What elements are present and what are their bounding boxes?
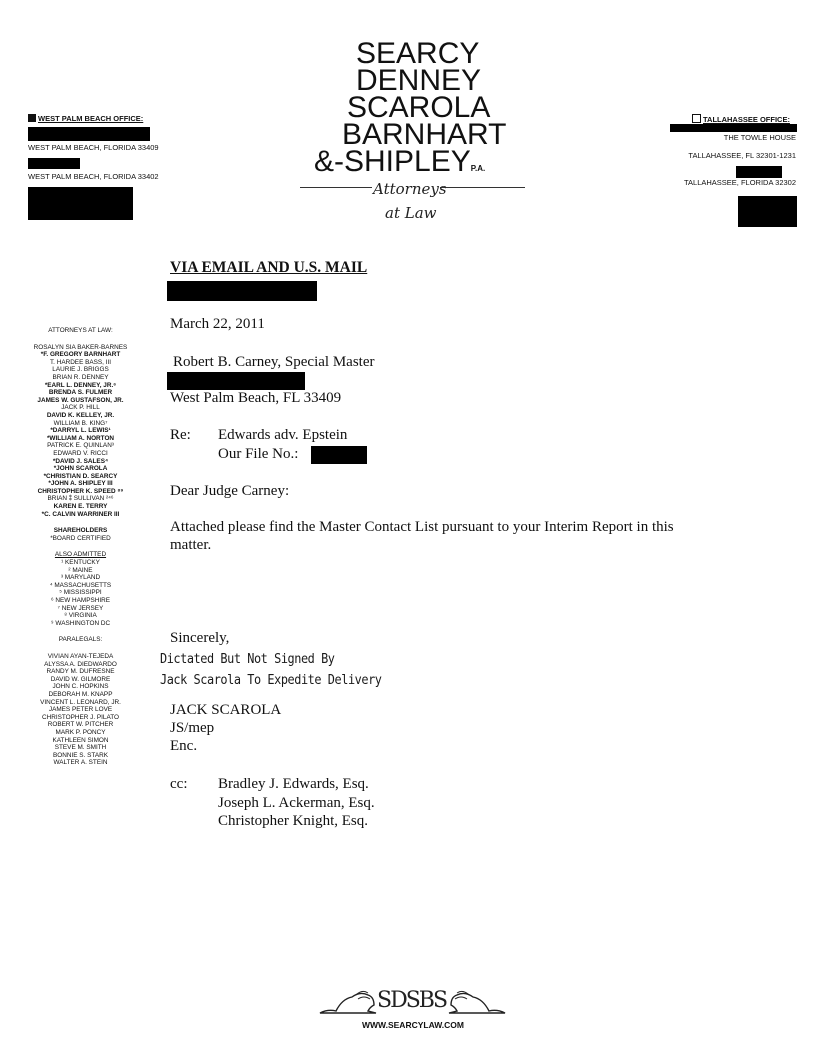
redaction-block bbox=[28, 158, 80, 169]
lion-right-icon bbox=[447, 985, 507, 1017]
attorney-name: *F. GREGORY BARNHART bbox=[40, 351, 121, 359]
attorney-name: *CHRISTIAN D. SEARCY bbox=[43, 472, 118, 480]
attorney-name: CHRISTOPHER K. SPEED ⁸⁹ bbox=[37, 487, 124, 495]
paralegal-name: VINCENT L. LEONARD, JR. bbox=[40, 698, 121, 706]
logo-rule-left bbox=[300, 187, 372, 188]
right-office-line1: THE TOWLE HOUSE bbox=[723, 133, 796, 142]
firm-monogram: SDSBS bbox=[377, 988, 447, 1013]
delivery-method: VIA EMAIL AND U.S. MAIL bbox=[170, 259, 368, 276]
attorney-sidebar bbox=[18, 327, 143, 767]
paralegal-name: MARK P. PONCY bbox=[55, 728, 106, 736]
attorney-name: *EARL L. DENNEY, JR.⁶ bbox=[44, 381, 117, 389]
paralegal-name: KATHLEEN SIMON bbox=[52, 736, 109, 744]
body-line-1: Attached please find the Master Contact List pursuant to your Interim Report in this bbox=[170, 519, 674, 535]
logo-line-searcy: SEARCY bbox=[356, 37, 480, 70]
redaction-block bbox=[28, 187, 133, 220]
enclosure: Enc. bbox=[170, 738, 198, 754]
letter-date: March 22, 2011 bbox=[170, 316, 265, 332]
attorney-name: BRENDA S. FULMER bbox=[48, 389, 113, 397]
logo-pa: P.A. bbox=[470, 164, 486, 173]
closing: Sincerely, bbox=[170, 630, 230, 646]
left-office-line2: WEST PALM BEACH, FLORIDA 33402 bbox=[28, 172, 159, 181]
checked-box-icon bbox=[28, 114, 36, 122]
redaction-block bbox=[738, 196, 797, 227]
logo-script-attorneys: Attorneys bbox=[373, 180, 447, 198]
attorney-name: *WILLIAM A. NORTON bbox=[46, 434, 115, 442]
admitted-state: ¹ KENTUCKY bbox=[61, 559, 100, 567]
redaction-block bbox=[167, 372, 305, 390]
logo-line-denney: DENNEY bbox=[356, 64, 482, 97]
admitted-state: ⁴ MASSACHUSETTS bbox=[49, 581, 112, 589]
redaction-block bbox=[736, 166, 782, 178]
shareholders-label: SHAREHOLDERS bbox=[53, 527, 108, 535]
salutation: Dear Judge Carney: bbox=[170, 483, 290, 499]
paralegal-name: ROBERT W. PITCHER bbox=[47, 721, 114, 729]
also-admitted-list bbox=[18, 559, 143, 627]
attorney-name: DAVID K. KELLEY, JR. bbox=[46, 411, 115, 419]
attorney-name: EDWARD V. RICCI bbox=[53, 449, 108, 457]
attorney-name: KAREN E. TERRY bbox=[53, 503, 108, 511]
paralegal-name: RANDY M. DUFRESNE bbox=[46, 668, 115, 676]
paralegal-name: VIVIAN AYAN-TEJEDA bbox=[47, 652, 114, 660]
admitted-state: ⁷ NEW JERSEY bbox=[57, 604, 104, 612]
board-certified-label: *BOARD CERTIFIED bbox=[50, 534, 111, 542]
paralegal-name: DAVID W. GILMORE bbox=[50, 675, 111, 683]
attorney-name: JAMES W. GUSTAFSON, JR. bbox=[37, 396, 124, 404]
attorney-name: PATRICK E. QUINLAN³ bbox=[47, 442, 114, 450]
right-office-line3: TALLAHASSEE, FLORIDA 32302 bbox=[684, 178, 796, 187]
paralegal-name: ALYSSA A. DIEDWARDO bbox=[44, 660, 117, 668]
attorney-name: JACK P. HILL bbox=[61, 404, 100, 412]
re-label: Re: bbox=[170, 427, 191, 443]
attorney-name: *DARRYL L. LEWIS¹ bbox=[50, 427, 111, 435]
cc-recipient: Bradley J. Edwards, Esq. bbox=[218, 776, 369, 792]
redaction-block bbox=[311, 446, 367, 464]
admitted-state: ⁶ NEW HAMPSHIRE bbox=[50, 597, 111, 604]
paralegal-name: CHRISTOPHER J. PILATO bbox=[41, 713, 120, 721]
initials: JS/mep bbox=[170, 720, 215, 736]
cc-recipient: Christopher Knight, Esq. bbox=[218, 813, 368, 829]
paralegal-name: BONNIE S. STARK bbox=[53, 751, 108, 759]
also-admitted-heading: ALSO ADMITTED bbox=[54, 551, 107, 559]
attorney-name: *C. CALVIN WARRINER III bbox=[41, 510, 120, 518]
paralegal-name: WALTER A. STEIN bbox=[53, 759, 108, 767]
paralegal-name: JOHN C. HOPKINS bbox=[52, 683, 109, 691]
paralegal-name: STEVE M. SMITH bbox=[54, 744, 107, 752]
body-line-2: matter. bbox=[170, 537, 212, 553]
signer-name: JACK SCAROLA bbox=[170, 702, 282, 718]
attorney-name: BRIAN R. DENNEY bbox=[52, 373, 109, 381]
attorney-name: T. HARDEE BASS, III bbox=[49, 358, 112, 366]
redaction-block bbox=[28, 127, 150, 141]
attorney-name: WILLIAM B. KING⁷ bbox=[53, 419, 108, 427]
attorney-name: BRIAN ⁑ SULLIVAN ²⁴⁶ bbox=[47, 495, 114, 503]
paralegal-name: JAMES PETER LOVE bbox=[48, 706, 113, 714]
attorney-name: *JOHN SCAROLA bbox=[53, 465, 108, 473]
admitted-state: ⁸ VIRGINIA bbox=[64, 612, 97, 620]
attorneys-heading: ATTORNEYS AT LAW: bbox=[48, 327, 113, 334]
signature-line-1: Dictated But Not Signed By bbox=[160, 651, 335, 667]
admitted-state: ⁵ MISSISSIPPI bbox=[59, 589, 102, 597]
file-number-label: Our File No.: bbox=[218, 446, 299, 462]
signature-line-2: Jack Scarola To Expedite Delivery bbox=[160, 672, 382, 688]
logo-rule-right bbox=[440, 187, 525, 188]
cc-recipient: Joseph L. Ackerman, Esq. bbox=[218, 795, 375, 811]
west-palm-beach-office-label: WEST PALM BEACH OFFICE: bbox=[38, 114, 144, 123]
attorney-name: *JOHN A. SHIPLEY III bbox=[48, 480, 113, 488]
right-office-line2: TALLAHASSEE, FL 32301-1231 bbox=[688, 151, 796, 160]
firm-logo bbox=[300, 37, 530, 182]
tallahassee-office-heading bbox=[692, 114, 790, 124]
website-url: WWW.SEARCYLAW.COM bbox=[362, 1020, 464, 1030]
logo-script-at-law: at Law bbox=[385, 204, 437, 222]
logo-line-scarola: SCAROLA bbox=[347, 91, 491, 124]
cc-label: cc: bbox=[170, 776, 188, 792]
recipient-city: West Palm Beach, FL 33409 bbox=[170, 390, 342, 406]
redaction-block bbox=[167, 281, 317, 301]
paralegal-list bbox=[18, 653, 143, 767]
attorney-name: ROSALYN SIA BAKER-BARNES bbox=[33, 343, 128, 351]
attorney-name: *DAVID J. SALES⁴ bbox=[52, 457, 109, 465]
logo-line-barnhart: BARNHART bbox=[342, 118, 507, 151]
left-office-line1: WEST PALM BEACH, FLORIDA 33409 bbox=[28, 143, 159, 152]
re-text: Edwards adv. Epstein bbox=[218, 427, 348, 443]
admitted-state: ³ MARYLAND bbox=[60, 574, 101, 582]
paralegals-heading: PARALEGALS: bbox=[58, 636, 103, 644]
admitted-state: ² MAINE bbox=[68, 566, 93, 574]
recipient-name: Robert B. Carney, Special Master bbox=[173, 354, 375, 370]
west-palm-beach-office-heading bbox=[28, 114, 143, 123]
attorney-list bbox=[18, 344, 143, 519]
unchecked-box-icon bbox=[692, 114, 701, 123]
paralegal-name: DEBORAH M. KNAPP bbox=[48, 690, 113, 698]
tallahassee-office-label: TALLAHASSEE OFFICE: bbox=[703, 115, 790, 124]
attorney-name: LAURIE J. BRIGGS bbox=[52, 366, 109, 374]
admitted-state: ⁹ WASHINGTON DC bbox=[50, 619, 111, 627]
redaction-block bbox=[670, 124, 797, 132]
logo-shipley-text: &-SHIPLEY bbox=[314, 145, 471, 178]
lion-left-icon bbox=[318, 985, 378, 1017]
logo-line-shipley bbox=[300, 145, 530, 182]
